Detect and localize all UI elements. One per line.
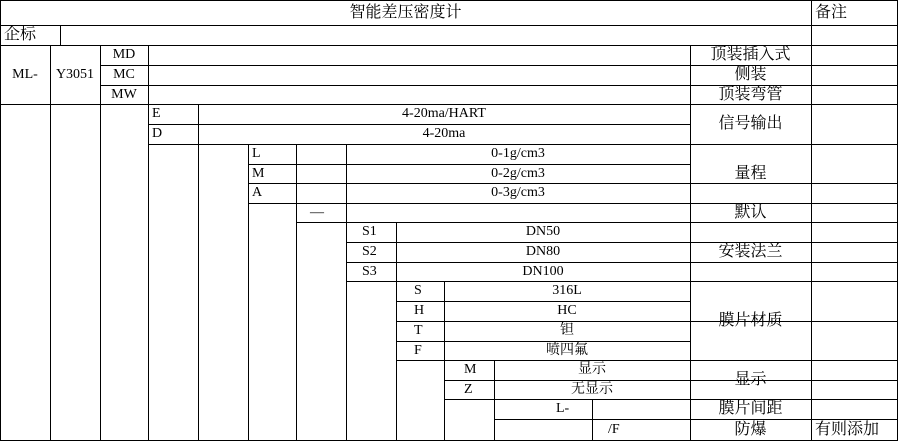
flange-code: S3	[362, 263, 377, 279]
flange-code: S1	[362, 224, 377, 239]
display-desc: 显示	[578, 362, 606, 377]
mount-code: MW	[111, 86, 137, 102]
default-label: 默认	[734, 203, 767, 221]
material-code: S	[414, 283, 422, 298]
remark-header: 备注	[815, 3, 848, 21]
explosion-remark: 有则添加	[815, 420, 880, 438]
range-code: M	[252, 165, 265, 181]
range-code: L	[252, 146, 261, 161]
mount-desc: 侧装	[734, 66, 767, 83]
material-code: H	[414, 303, 425, 318]
range-desc: 0-2g/cm3	[491, 165, 545, 181]
flange-desc: DN80	[525, 244, 561, 259]
range-label: 量程	[734, 164, 767, 182]
display-desc: 无显示	[571, 381, 613, 397]
material-desc: HC	[557, 303, 577, 318]
range-code: A	[252, 185, 263, 200]
display-label: 显示	[734, 370, 767, 388]
display-code: M	[464, 362, 477, 377]
material-label: 膜片材质	[718, 311, 783, 329]
output-code: E	[152, 106, 161, 121]
flange-desc: DN50	[525, 224, 561, 239]
flange-code: S2	[362, 244, 377, 259]
range-desc: 0-1g/cm3	[491, 146, 545, 161]
prefix-cell: ML-	[12, 66, 38, 82]
explosion-code: /F	[608, 421, 620, 437]
material-code: F	[414, 342, 422, 358]
table-title: 智能差压密度计	[349, 3, 462, 21]
spacing-label: 膜片间距	[718, 400, 783, 417]
output-desc: 4-20ma/HART	[402, 106, 486, 121]
explosion-label: 防爆	[734, 420, 767, 438]
mount-desc: 顶装插入式	[710, 46, 791, 63]
model-cell: Y3051	[55, 66, 95, 82]
output-code: D	[152, 126, 163, 141]
flange-desc: DN100	[522, 263, 564, 279]
display-code: Z	[464, 381, 473, 397]
range-desc: 0-3g/cm3	[491, 185, 545, 200]
material-desc: 钽	[560, 323, 574, 338]
flange-label: 安装法兰	[718, 242, 783, 260]
mount-code: MD	[112, 47, 136, 62]
default-code: —	[310, 204, 324, 220]
output-desc: 4-20ma	[422, 126, 466, 141]
mount-code: MC	[113, 67, 135, 82]
output-label: 信号输出	[718, 115, 783, 132]
mount-desc: 顶装弯管	[718, 85, 783, 103]
enterprise-standard-label: 企标	[4, 26, 37, 43]
material-desc: 316L	[552, 283, 582, 298]
spacing-code: L-	[556, 401, 570, 416]
material-code: T	[414, 323, 423, 338]
material-desc: 喷四氟	[546, 342, 588, 358]
